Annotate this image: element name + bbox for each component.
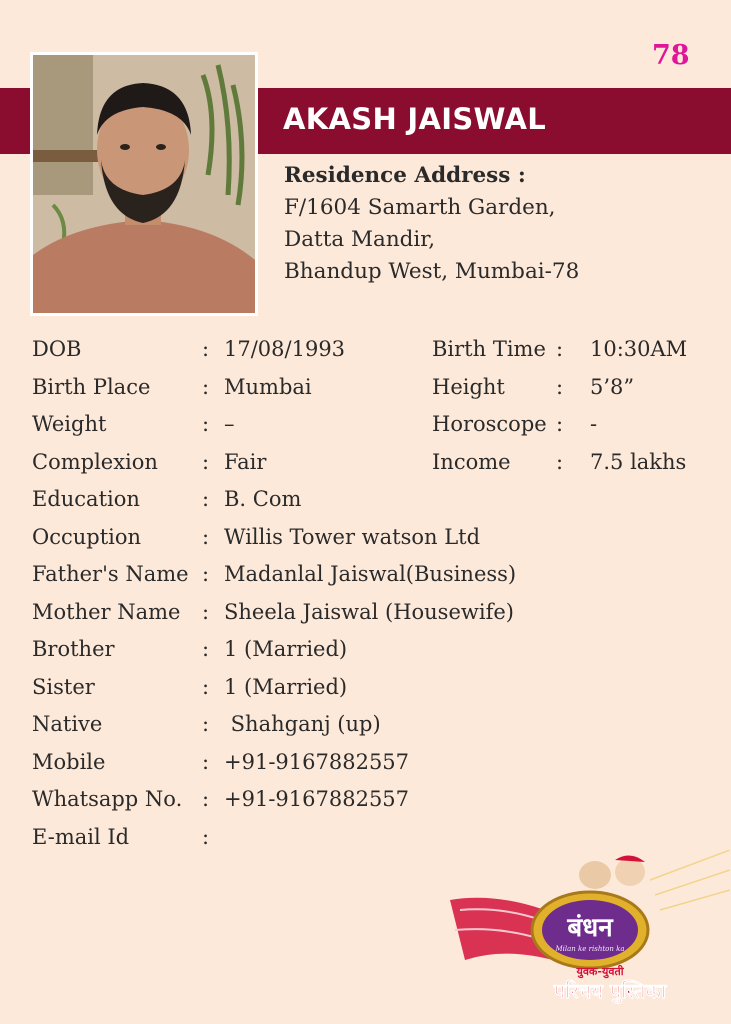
detail-row (32, 525, 722, 563)
separator: : (202, 637, 210, 661)
bandhan-logo (450, 850, 730, 1020)
horoscope-label: Horoscope (432, 412, 547, 436)
whatsapp-label: Whatsapp No. (32, 787, 183, 811)
mobile-label: Mobile (32, 749, 106, 774)
brother-value: 1 (Married) (224, 637, 348, 661)
profile-photo (30, 52, 258, 316)
complexion-value: Fair (224, 449, 267, 474)
father-name-value: Madanlal Jaiswal(Business) (224, 562, 517, 586)
page-number: 78 (652, 40, 690, 71)
detail-row (32, 712, 722, 750)
details-table (32, 337, 722, 862)
separator: : (556, 449, 564, 474)
detail-row (32, 675, 722, 713)
separator: : (202, 524, 210, 549)
birth-place-label: Birth Place (32, 374, 151, 399)
dob-value: 17/08/1993 (224, 337, 346, 361)
profile-name: AKASH JAISWAL (283, 102, 547, 136)
residence-address (284, 160, 579, 288)
weight-label: Weight (32, 412, 107, 436)
person-portrait-photo-icon (33, 55, 255, 313)
father-name-label: Father's Name (32, 562, 189, 586)
detail-row (32, 787, 722, 825)
separator: : (202, 712, 210, 736)
separator: : (202, 824, 210, 849)
sister-label: Sister (32, 674, 95, 699)
income-label: Income (432, 449, 511, 474)
detail-row (32, 450, 722, 488)
address-heading: Residence Address : (284, 163, 526, 188)
native-label: Native (32, 712, 103, 736)
birth-place-value: Mumbai (224, 374, 312, 399)
logo-tagline-bottom: परिचय पुस्तिका (553, 979, 667, 1003)
mobile-value: +91-9167882557 (224, 749, 410, 774)
birth-time-value: 10:30AM (590, 337, 688, 361)
height-value: 5’8” (590, 374, 635, 399)
mother-name-label: Mother Name (32, 599, 181, 624)
logo-tagline-top: युवक-युवती (576, 965, 624, 978)
brother-label: Brother (32, 637, 115, 661)
weight-value: – (224, 412, 235, 436)
height-label: Height (432, 374, 505, 399)
detail-row (32, 337, 722, 375)
separator: : (202, 562, 210, 586)
education-label: Education (32, 487, 140, 511)
bandhan-logo-emblem-icon (450, 850, 730, 1020)
separator: : (202, 674, 210, 699)
dob-label: DOB (32, 337, 82, 361)
address-line: F/1604 Samarth Garden, (284, 195, 556, 220)
occupation-label: Occuption (32, 524, 142, 549)
separator: : (556, 374, 564, 399)
separator: : (202, 449, 210, 474)
email-label: E-mail Id (32, 824, 130, 849)
separator: : (202, 337, 210, 361)
logo-title: बंधन (567, 913, 613, 943)
income-value: 7.5 lakhs (590, 449, 687, 474)
separator: : (202, 487, 210, 511)
detail-row (32, 637, 722, 675)
occupation-value: Willis Tower watson Ltd (224, 524, 481, 549)
separator: : (202, 749, 210, 774)
detail-row (32, 750, 722, 788)
separator: : (202, 787, 210, 811)
complexion-label: Complexion (32, 449, 158, 474)
detail-row (32, 412, 722, 450)
native-value: Shahganj (up) (224, 712, 381, 736)
birth-time-label: Birth Time (432, 337, 546, 361)
sister-value: 1 (Married) (224, 674, 348, 699)
separator: : (202, 412, 210, 436)
logo-subtitle: Milan ke rishton ka (555, 945, 625, 953)
detail-row (32, 562, 722, 600)
separator: : (202, 374, 210, 399)
horoscope-value: - (590, 412, 598, 436)
detail-row (32, 487, 722, 525)
address-line: Bhandup West, Mumbai-78 (284, 259, 580, 284)
separator: : (556, 337, 564, 361)
detail-row (32, 600, 722, 638)
detail-row (32, 375, 722, 413)
whatsapp-value: +91-9167882557 (224, 787, 410, 811)
separator: : (556, 412, 564, 436)
address-line: Datta Mandir, (284, 227, 436, 252)
education-value: B. Com (224, 487, 302, 511)
separator: : (202, 599, 210, 624)
mother-name-value: Sheela Jaiswal (Housewife) (224, 599, 514, 624)
